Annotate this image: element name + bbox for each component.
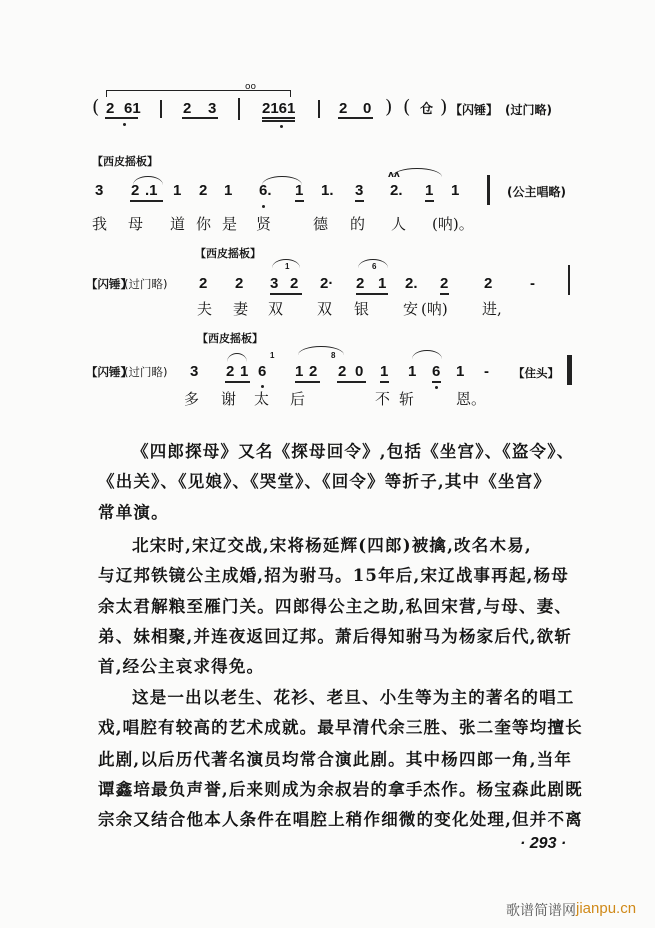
cue-label: 【闪锤】 [450,103,499,117]
note: 1 [380,363,389,380]
underline [225,381,250,383]
lyric: 母 [128,215,144,233]
lyric: 谢 [221,390,237,408]
lyric: 斩 [399,390,415,408]
note: 3 [95,182,104,199]
barline-dashed [160,100,162,118]
perc-close: ) [440,96,448,118]
note: 1 [425,182,434,199]
underline [355,200,364,202]
paragraph-line: 弟、妹相聚,并连夜返回辽邦。萧后得知驸马为杨家后代,欲斩 [98,627,573,646]
cue-label: 【闪锤】 [86,365,132,379]
lyric: 贤 [256,215,272,233]
note: - [484,363,489,380]
note: 6 [432,363,441,380]
note: 61 [124,100,141,117]
paragraph-line: 《出关》、《见娘》、《哭堂》、《回令》等折子,其中《坐宫》 [98,472,552,491]
lyric: 多 [184,390,200,408]
note: 2· [320,275,334,292]
note: 1 [408,363,417,380]
paragraph-line: 北宋时,宋辽交战,宋将杨延辉(四郎)被擒,改名木易, [132,536,532,555]
barline [238,98,240,120]
lyric: (呐) [421,300,448,318]
paragraph-line: 《四郎探母》又名《探母回令》,包括《坐宫》、《盗令》、 [132,442,575,461]
lyric: 进, [482,300,502,318]
underline [262,120,295,122]
page-number: · 293 · [520,835,567,852]
underline [380,381,389,383]
lyric: 人 [391,215,407,233]
lyric: (呐)。 [432,215,474,233]
lyric: 太 [254,390,270,408]
note: 1 [378,275,387,292]
note: 1 [224,182,233,199]
note: 2 [309,363,318,380]
double-barline [487,175,490,205]
underline [270,293,302,295]
repeat-mark: oo [245,82,257,92]
octave-dot [435,386,438,389]
underline [182,117,218,119]
cue-label: 【闪锤】 [86,277,132,291]
note: 1 [240,363,249,380]
underline [440,293,449,295]
note: 2 [356,275,365,292]
paragraph-line: 常单演。 [98,503,169,522]
lyric: 道 [170,215,186,233]
note: 2161 [262,100,296,117]
note: 2. [405,275,418,292]
underline [432,381,441,383]
note: 0 [355,363,364,380]
cue-label: (过门略) [505,103,552,117]
note: 2 [484,275,493,292]
note: 1 [451,182,460,199]
note: 0 [363,100,372,117]
paragraph-line: 首,经公主哀求得免。 [98,657,265,676]
note: 6. [259,182,272,199]
open-paren: ( [92,96,100,118]
note: 3 [355,182,364,199]
grace-note: 1 [285,262,290,271]
note: 2 [199,182,208,199]
grace-note: 1 [270,351,275,360]
lyric: 德 [313,215,329,233]
lyric: 我 [92,215,108,233]
slur [412,350,442,359]
barline-dashed [318,100,320,118]
lyric: 夫 [197,300,213,318]
note: 3 [208,100,217,117]
note: .1 [145,182,158,199]
lyric: 你 [196,215,212,233]
note: 2 [290,275,299,292]
end-cue: 【住头】 [513,366,559,380]
slur [298,346,344,355]
underline [425,200,434,202]
grace-note: 6 [372,262,377,271]
barline [568,265,570,295]
note: 1 [456,363,465,380]
underline [105,117,138,119]
underline [337,381,366,383]
grace-note: 8 [331,351,336,360]
note: 2 [440,275,449,292]
note: 1 [295,182,304,199]
lyric: 妻 [233,300,249,318]
note: 2 [199,275,208,292]
lyric: 的 [350,215,366,233]
end-note: (公主唱略) [507,185,566,199]
note: 1 [173,182,182,199]
paragraph-line: 这是一出以老生、花衫、老旦、小生等为主的著名的唱工 [132,688,575,707]
cue-label: (过门略) [124,277,168,291]
repeat-bracket-right [260,90,291,97]
lyric: 恩。 [456,390,487,408]
note: 6 [258,363,267,380]
note: 2 [106,100,115,117]
underline [130,200,163,202]
slur [227,353,247,362]
note: 2 [338,363,347,380]
lyric: 双 [317,300,333,318]
paragraph-line: 谭鑫培最负声誉,后来则成为余叔岩的拿手杰作。杨宝森此剧既 [98,780,583,799]
note: - [530,275,535,292]
underline [356,293,388,295]
lyric: 后 [290,390,306,408]
lyric: 双 [268,300,284,318]
paragraph-line: 此剧,以后历代著名演员均常合演此剧。其中杨四郎一角,当年 [98,750,573,769]
paragraph-line: 宗余又结合他本人条件在唱腔上稍作细微的变化处理,但并不离 [98,810,583,829]
note: 2 [226,363,235,380]
underline [262,117,295,119]
octave-dot [280,125,283,128]
trill-mark: ʌʌ [388,170,400,180]
underline [295,381,320,383]
note: 2 [339,100,348,117]
perc-open: ( [403,96,411,118]
note: 3 [270,275,279,292]
note: 2. [390,182,403,199]
lyric: 是 [222,215,238,233]
note: 2 [235,275,244,292]
watermark-cn: 歌谱简谱网 [506,903,576,919]
underline [338,117,373,119]
lyric: 安 [403,300,419,318]
octave-dot [261,385,264,388]
final-barline [567,355,572,385]
lyric: 银 [354,300,370,318]
paragraph-line: 戏,唱腔有较高的艺术成就。最早清代余三胜、张二奎等均擅长 [98,718,583,737]
octave-dot [262,205,265,208]
lyric: 不 [375,390,391,408]
section-label: 【西皮摇板】 [92,155,158,168]
slur [392,168,442,177]
section-label: 【西皮摇板】 [197,332,263,345]
paragraph-line: 与辽邦铁镜公主成婚,招为驸马。15年后,宋辽战事再起,杨母 [98,566,569,585]
underline [295,200,304,202]
close-paren: ) [385,96,393,118]
paragraph-line: 余太君解粮至雁门关。四郎得公主之助,私回宋营,与母、妻、 [98,597,573,616]
note: 1 [295,363,304,380]
octave-dot [123,123,126,126]
note: 3 [190,363,199,380]
note: 2 [183,100,192,117]
section-label: 【西皮摇板】 [195,247,261,260]
cue-label: (过门略) [124,365,168,379]
note: 1. [321,182,334,199]
note: 2 [131,182,140,199]
percussion: 仓 [420,102,434,117]
watermark-en: jianpu.cn [576,900,637,917]
